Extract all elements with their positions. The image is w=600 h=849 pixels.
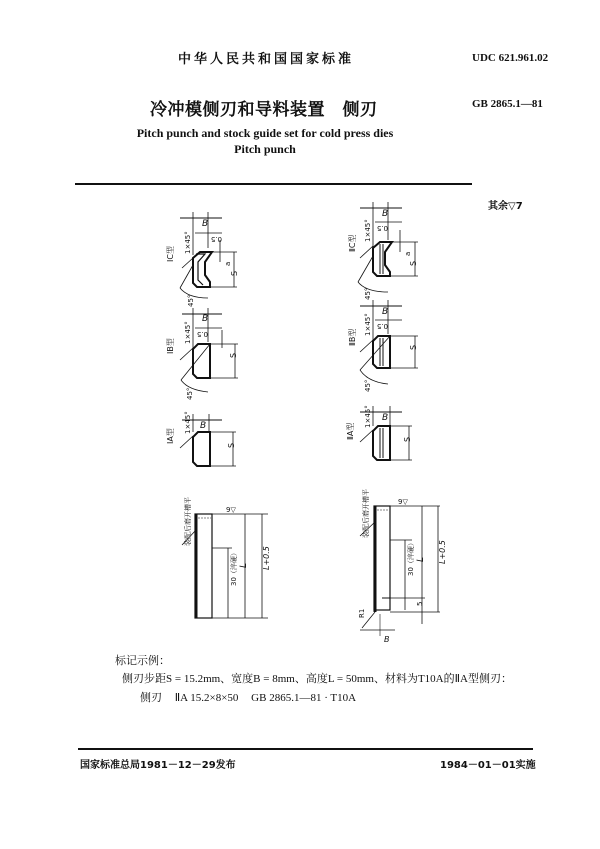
document-title-en: Pitch punch and stock guide set for cold press dies [136, 126, 394, 140]
udc-code: UDC 621.961.02 [472, 52, 549, 64]
implementation-date: 1984－01－01实施 [440, 760, 536, 771]
svg-text:0.5: 0.5 [196, 330, 208, 338]
figure-iia-type [345, 405, 412, 460]
figure-ib-type [165, 308, 238, 400]
svg-text:a: a [224, 261, 232, 266]
svg-text:B: B [382, 413, 389, 423]
svg-text:1×45°: 1×45° [364, 219, 372, 242]
svg-text:S: S [409, 260, 418, 266]
svg-text:45°: 45° [364, 379, 372, 392]
svg-text:装配后磨开槽平: 装配后磨开槽平 [184, 497, 192, 546]
type-label-ib: IB型 [166, 338, 175, 354]
svg-text:0.5: 0.5 [210, 235, 222, 243]
svg-text:S: S [227, 442, 236, 448]
svg-text:1×45°: 1×45° [364, 313, 372, 336]
svg-text:45°: 45° [187, 294, 195, 307]
svg-text:S: S [230, 270, 239, 276]
svg-text:1×45°: 1×45° [184, 321, 192, 344]
designation-standard: GB 2865.1—81 · T10A [251, 692, 357, 704]
svg-text:S: S [409, 344, 418, 350]
figure-ic-type [165, 212, 239, 307]
figure-iic-type [347, 202, 418, 300]
svg-text:0.5: 0.5 [376, 224, 388, 232]
svg-text:30（淬硬）: 30（淬硬） [230, 549, 238, 586]
svg-text:B: B [200, 421, 207, 431]
svg-text:1×45°: 1×45° [184, 231, 192, 254]
example-heading: 标记示例： [115, 654, 170, 667]
svg-text:B: B [384, 635, 390, 644]
type-label-iib: ⅡB型 [348, 328, 357, 346]
svg-text:45°: 45° [186, 387, 194, 400]
type-label-iia: ⅡA型 [346, 422, 355, 440]
standard-number: GB 2865.1—81 [472, 98, 543, 110]
svg-text:L: L [416, 556, 426, 562]
publication-date: 国家标准总局1981－12－29发布 [80, 760, 236, 771]
type-label-ia: IA型 [166, 428, 175, 444]
surface-roughness-note: 其余▽7 [488, 201, 523, 212]
svg-text:S: S [403, 436, 412, 442]
svg-text:L+0.5: L+0.5 [438, 540, 447, 564]
svg-text:1×45°: 1×45° [184, 411, 192, 434]
figure-side-view-right [358, 489, 447, 644]
example-description: 侧刃步距S = 15.2mm、宽度B = 8mm、高度L = 50mm、材料为T10A的ⅡA型侧刃： [122, 673, 512, 685]
figure-iib-type [347, 300, 418, 392]
svg-text:L+0.5: L+0.5 [262, 546, 271, 570]
svg-text:9▽: 9▽ [226, 506, 236, 514]
svg-text:R1: R1 [358, 608, 366, 618]
svg-text:45°: 45° [364, 287, 372, 300]
svg-text:B: B [202, 314, 209, 324]
figure-side-view-left [182, 497, 271, 618]
example-designation [140, 689, 366, 705]
svg-text:a: a [404, 251, 412, 256]
document-subtitle-en: Pitch punch [234, 142, 296, 156]
svg-text:B: B [382, 209, 389, 219]
type-label-iic: ⅡC型 [348, 234, 357, 252]
designation-name: 侧刃 [140, 692, 162, 704]
svg-text:5: 5 [416, 601, 424, 606]
svg-text:装配后磨开槽平: 装配后磨开槽平 [362, 489, 370, 538]
svg-text:30（淬硬）: 30（淬硬） [407, 539, 415, 576]
type-label-ic: IC型 [166, 246, 175, 262]
document-title-cn: 冷冲模侧刃和导料装置 侧刃 [150, 100, 378, 120]
figure-ia-type [165, 411, 236, 466]
svg-text:L: L [239, 562, 249, 568]
issuing-authority: 中华人民共和国国家标准 [178, 52, 355, 67]
svg-text:0.5: 0.5 [376, 322, 388, 330]
dim-b-label: B [202, 219, 209, 229]
svg-text:B: B [382, 307, 389, 317]
svg-text:S: S [229, 352, 238, 358]
svg-text:1×45°: 1×45° [364, 405, 372, 428]
svg-text:9▽: 9▽ [398, 498, 408, 506]
footer-divider [78, 748, 533, 750]
designation-code: ⅡA 15.2×8×50 [174, 692, 239, 704]
